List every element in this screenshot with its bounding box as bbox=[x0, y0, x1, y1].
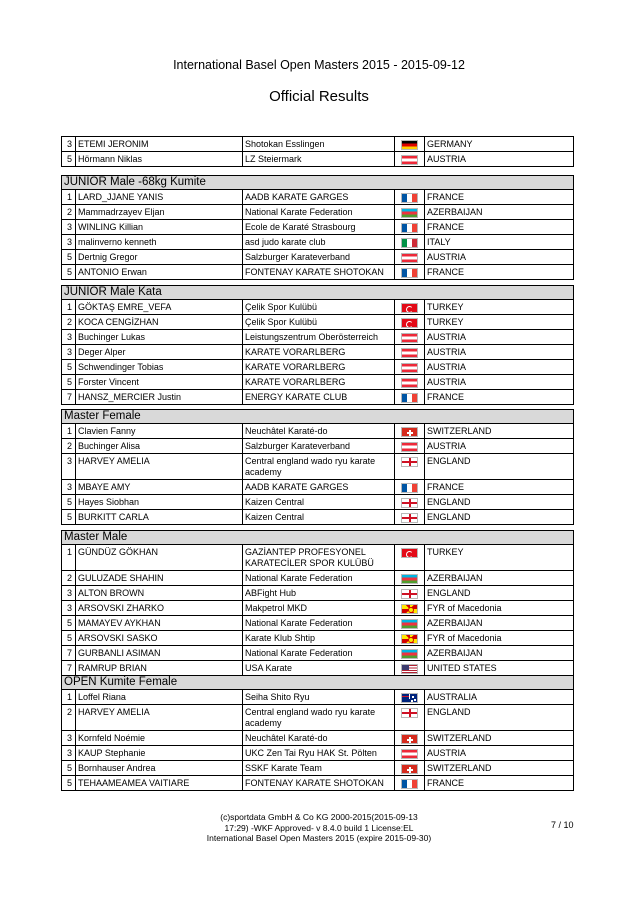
category-header: JUNIOR Male -68kg Kumite bbox=[61, 175, 574, 190]
club-cell: Ecole de Karaté Strasbourg bbox=[243, 220, 395, 234]
athlete-name-cell: Mammadrzayev Eljan bbox=[76, 205, 243, 219]
flag-cell bbox=[395, 510, 425, 524]
country-flag-icon bbox=[401, 378, 418, 388]
rank-cell: 5 bbox=[62, 495, 76, 509]
flag-cell bbox=[395, 646, 425, 660]
document-subtitle: Official Results bbox=[269, 88, 369, 105]
rank-cell: 2 bbox=[62, 705, 76, 730]
footer-line-1: (c)sportdata GmbH & Co KG 2000-2015(2015-09-13 bbox=[220, 812, 418, 822]
result-row bbox=[61, 454, 574, 480]
rank-cell: 3 bbox=[62, 601, 76, 615]
footer-line-3: International Basel Open Masters 2015 (expire 2015-09-30) bbox=[206, 833, 432, 843]
flag-cell bbox=[395, 690, 425, 704]
result-row bbox=[61, 424, 574, 439]
country-flag-icon bbox=[401, 427, 418, 437]
club-cell: Kaizen Central bbox=[243, 510, 395, 524]
country-flag-icon bbox=[401, 693, 418, 703]
flag-cell bbox=[395, 761, 425, 775]
rank-cell: 1 bbox=[62, 545, 76, 570]
result-row bbox=[61, 345, 574, 360]
club-cell: Kaizen Central bbox=[243, 495, 395, 509]
rank-cell: 5 bbox=[62, 776, 76, 790]
athlete-name-cell: ARSOVSKI ZHARKO bbox=[76, 601, 243, 615]
flag-cell bbox=[395, 571, 425, 585]
results-section bbox=[61, 285, 574, 405]
flag-cell bbox=[395, 152, 425, 166]
athlete-name-cell: BURKITT CARLA bbox=[76, 510, 243, 524]
athlete-name-cell: Buchinger Alisa bbox=[76, 439, 243, 453]
flag-cell bbox=[395, 205, 425, 219]
country-flag-icon bbox=[401, 363, 418, 373]
athlete-name-cell: KOCA CENGİZHAN bbox=[76, 315, 243, 329]
result-row bbox=[61, 315, 574, 330]
country-cell: AZERBAIJAN bbox=[427, 648, 483, 658]
flag-cell bbox=[395, 220, 425, 234]
rank-cell: 3 bbox=[62, 454, 76, 479]
country-flag-icon bbox=[401, 483, 418, 493]
club-cell: KARATE VORARLBERG bbox=[243, 345, 395, 359]
rank-cell: 1 bbox=[62, 190, 76, 204]
flag-cell bbox=[395, 424, 425, 438]
club-cell: SSKF Karate Team bbox=[243, 761, 395, 775]
club-cell: Neuchâtel Karaté-do bbox=[243, 731, 395, 745]
country-cell: AZERBAIJAN bbox=[427, 573, 483, 583]
flag-cell bbox=[395, 454, 425, 479]
country-flag-icon bbox=[401, 589, 418, 599]
result-row bbox=[61, 480, 574, 495]
flag-cell bbox=[395, 661, 425, 675]
athlete-name-cell: Kornfeld Noémie bbox=[76, 731, 243, 745]
rank-cell: 5 bbox=[62, 375, 76, 389]
country-flag-icon bbox=[401, 442, 418, 452]
club-cell: Salzburger Karateverband bbox=[243, 250, 395, 264]
club-cell: KARATE VORARLBERG bbox=[243, 375, 395, 389]
country-flag-icon bbox=[401, 268, 418, 278]
club-cell: National Karate Federation bbox=[243, 205, 395, 219]
athlete-name-cell: Buchinger Lukas bbox=[76, 330, 243, 344]
category-header: Master Female bbox=[61, 409, 574, 424]
club-cell: asd judo karate club bbox=[243, 235, 395, 249]
club-cell: Makpetrol MKD bbox=[243, 601, 395, 615]
result-row bbox=[61, 690, 574, 705]
rank-cell: 3 bbox=[62, 586, 76, 600]
flag-cell bbox=[395, 250, 425, 264]
result-row bbox=[61, 136, 574, 152]
country-cell: GERMANY bbox=[427, 139, 473, 149]
flag-cell bbox=[395, 631, 425, 645]
country-cell: ENGLAND bbox=[427, 588, 471, 598]
result-row bbox=[61, 586, 574, 601]
flag-cell bbox=[395, 586, 425, 600]
country-flag-icon bbox=[401, 155, 418, 165]
document-title: International Basel Open Masters 2015 - 2015-09-12 bbox=[173, 58, 465, 72]
country-flag-icon bbox=[401, 649, 418, 659]
club-cell: Çelik Spor Kulübü bbox=[243, 315, 395, 329]
flag-cell bbox=[395, 360, 425, 374]
athlete-name-cell: Clavien Fanny bbox=[76, 424, 243, 438]
flag-cell bbox=[395, 731, 425, 745]
result-row bbox=[61, 220, 574, 235]
result-row bbox=[61, 375, 574, 390]
flag-cell bbox=[395, 776, 425, 790]
country-flag-icon bbox=[401, 749, 418, 759]
country-flag-icon bbox=[401, 764, 418, 774]
rank-cell: 7 bbox=[62, 390, 76, 404]
country-cell: SWITZERLAND bbox=[427, 426, 492, 436]
club-cell: FONTENAY KARATE SHOTOKAN bbox=[243, 776, 395, 790]
country-flag-icon bbox=[401, 664, 418, 674]
country-cell: ENGLAND bbox=[427, 512, 471, 522]
club-cell: ENERGY KARATE CLUB bbox=[243, 390, 395, 404]
club-cell: FONTENAY KARATE SHOTOKAN bbox=[243, 265, 395, 279]
athlete-name-cell: HARVEY AMELIA bbox=[76, 705, 243, 730]
result-row bbox=[61, 190, 574, 205]
flag-cell bbox=[395, 300, 425, 314]
country-flag-icon bbox=[401, 513, 418, 523]
rank-cell: 1 bbox=[62, 300, 76, 314]
rank-cell: 5 bbox=[62, 631, 76, 645]
club-cell: AADB KARATE GARGES bbox=[243, 190, 395, 204]
athlete-name-cell: Hayes Siobhan bbox=[76, 495, 243, 509]
rank-cell: 3 bbox=[62, 330, 76, 344]
result-row bbox=[61, 360, 574, 375]
country-flag-icon bbox=[401, 140, 418, 150]
result-row bbox=[61, 601, 574, 616]
result-row bbox=[61, 235, 574, 250]
country-flag-icon bbox=[401, 708, 418, 718]
results-section bbox=[61, 409, 574, 525]
athlete-name-cell: GURBANLI ASIMAN bbox=[76, 646, 243, 660]
country-cell: FRANCE bbox=[427, 392, 465, 402]
club-cell: Neuchâtel Karaté-do bbox=[243, 424, 395, 438]
result-row bbox=[61, 205, 574, 220]
rank-cell: 3 bbox=[62, 137, 76, 151]
athlete-name-cell: GÜNDÜZ GÖKHAN bbox=[76, 545, 243, 570]
country-flag-icon bbox=[401, 604, 418, 614]
country-cell: TURKEY bbox=[427, 317, 464, 327]
athlete-name-cell: GÖKTAŞ EMRE_VEFA bbox=[76, 300, 243, 314]
country-cell: AUSTRIA bbox=[427, 252, 467, 262]
athlete-name-cell: MBAYE AMY bbox=[76, 480, 243, 494]
footer bbox=[0, 812, 638, 844]
club-cell: KARATE VORARLBERG bbox=[243, 360, 395, 374]
athlete-name-cell: HANSZ_MERCIER Justin bbox=[76, 390, 243, 404]
flag-cell bbox=[395, 137, 425, 151]
club-cell: Central england wado ryu karate academy bbox=[243, 705, 395, 730]
rank-cell: 3 bbox=[62, 235, 76, 249]
country-flag-icon bbox=[401, 253, 418, 263]
rank-cell: 5 bbox=[62, 265, 76, 279]
country-cell: AUSTRIA bbox=[427, 332, 467, 342]
country-cell: AZERBAIJAN bbox=[427, 618, 483, 628]
result-row bbox=[61, 250, 574, 265]
athlete-name-cell: ARSOVSKI SASKO bbox=[76, 631, 243, 645]
result-row bbox=[61, 510, 574, 525]
result-row bbox=[61, 152, 574, 167]
country-cell: AUSTRIA bbox=[427, 347, 467, 357]
country-cell: ENGLAND bbox=[427, 707, 471, 717]
result-row bbox=[61, 390, 574, 405]
club-cell: USA Karate bbox=[243, 661, 395, 675]
result-row bbox=[61, 439, 574, 454]
country-cell: FYR of Macedonia bbox=[427, 603, 502, 613]
flag-cell bbox=[395, 390, 425, 404]
result-row bbox=[61, 571, 574, 586]
country-flag-icon bbox=[401, 498, 418, 508]
rank-cell: 5 bbox=[62, 510, 76, 524]
country-cell: FRANCE bbox=[427, 192, 465, 202]
result-row bbox=[61, 300, 574, 315]
country-flag-icon bbox=[401, 548, 418, 558]
flag-cell bbox=[395, 480, 425, 494]
rank-cell: 3 bbox=[62, 345, 76, 359]
rank-cell: 5 bbox=[62, 152, 76, 166]
athlete-name-cell: ETEMI JERONIM bbox=[76, 137, 243, 151]
category-header: JUNIOR Male Kata bbox=[61, 285, 574, 300]
results-section bbox=[61, 175, 574, 280]
club-cell: Salzburger Karateverband bbox=[243, 439, 395, 453]
athlete-name-cell: ALTON BROWN bbox=[76, 586, 243, 600]
club-cell: AADB KARATE GARGES bbox=[243, 480, 395, 494]
rank-cell: 2 bbox=[62, 205, 76, 219]
result-row bbox=[61, 265, 574, 280]
country-cell: AUSTRALIA bbox=[427, 692, 478, 702]
athlete-name-cell: KAUP Stephanie bbox=[76, 746, 243, 760]
flag-cell bbox=[395, 545, 425, 570]
rank-cell: 5 bbox=[62, 360, 76, 374]
rank-cell: 3 bbox=[62, 731, 76, 745]
page-number: 7 / 10 bbox=[551, 820, 574, 830]
athlete-name-cell: Bornhauser Andrea bbox=[76, 761, 243, 775]
club-cell: GAZİANTEP PROFESYONEL KARATECİLER SPOR KULÜBÜ bbox=[243, 545, 395, 570]
club-cell: National Karate Federation bbox=[243, 571, 395, 585]
rank-cell: 2 bbox=[62, 439, 76, 453]
club-cell: LZ Steiermark bbox=[243, 152, 395, 166]
rank-cell: 3 bbox=[62, 480, 76, 494]
country-cell: FRANCE bbox=[427, 267, 465, 277]
club-cell: Seiha Shito Ryu bbox=[243, 690, 395, 704]
country-flag-icon bbox=[401, 457, 418, 467]
country-flag-icon bbox=[401, 574, 418, 584]
athlete-name-cell: Deger Alper bbox=[76, 345, 243, 359]
club-cell: Çelik Spor Kulübü bbox=[243, 300, 395, 314]
results-section bbox=[61, 530, 574, 676]
country-flag-icon bbox=[401, 333, 418, 343]
result-row bbox=[61, 616, 574, 631]
athlete-name-cell: Hörmann Niklas bbox=[76, 152, 243, 166]
country-cell: ITALY bbox=[427, 237, 451, 247]
category-header: OPEN Kumite Female bbox=[61, 675, 574, 690]
athlete-name-cell: RAMRUP BRIAN bbox=[76, 661, 243, 675]
country-cell: ENGLAND bbox=[427, 497, 471, 507]
country-flag-icon bbox=[401, 193, 418, 203]
country-flag-icon bbox=[401, 223, 418, 233]
country-cell: TURKEY bbox=[427, 302, 464, 312]
country-cell: SWITZERLAND bbox=[427, 763, 492, 773]
country-cell: SWITZERLAND bbox=[427, 733, 492, 743]
rank-cell: 5 bbox=[62, 616, 76, 630]
rank-cell: 3 bbox=[62, 220, 76, 234]
result-row bbox=[61, 545, 574, 571]
flag-cell bbox=[395, 330, 425, 344]
country-cell: AUSTRIA bbox=[427, 748, 467, 758]
country-flag-icon bbox=[401, 348, 418, 358]
flag-cell bbox=[395, 601, 425, 615]
country-flag-icon bbox=[401, 634, 418, 644]
flag-cell bbox=[395, 616, 425, 630]
result-row bbox=[61, 731, 574, 746]
country-flag-icon bbox=[401, 318, 418, 328]
athlete-name-cell: GULUZADE SHAHIN bbox=[76, 571, 243, 585]
footer-line-2: 17:29) -WKF Approved- v 8.4.0 build 1 License:EL bbox=[224, 822, 414, 833]
rank-cell: 7 bbox=[62, 646, 76, 660]
flag-cell bbox=[395, 375, 425, 389]
athlete-name-cell: ANTONIO Erwan bbox=[76, 265, 243, 279]
club-cell: ABFight Hub bbox=[243, 586, 395, 600]
country-flag-icon bbox=[401, 208, 418, 218]
category-header: Master Male bbox=[61, 530, 574, 545]
rank-cell: 7 bbox=[62, 661, 76, 675]
result-row bbox=[61, 330, 574, 345]
result-row bbox=[61, 776, 574, 791]
athlete-name-cell: MAMAYEV AYKHAN bbox=[76, 616, 243, 630]
country-cell: UNITED STATES bbox=[427, 663, 497, 673]
country-cell: AUSTRIA bbox=[427, 362, 467, 372]
athlete-name-cell: Forster Vincent bbox=[76, 375, 243, 389]
results-section bbox=[61, 136, 574, 167]
athlete-name-cell: Loffel Riana bbox=[76, 690, 243, 704]
rank-cell: 1 bbox=[62, 690, 76, 704]
flag-cell bbox=[395, 705, 425, 730]
athlete-name-cell: malinverno kenneth bbox=[76, 235, 243, 249]
flag-cell bbox=[395, 746, 425, 760]
country-cell: FYR of Macedonia bbox=[427, 633, 502, 643]
country-cell: FRANCE bbox=[427, 222, 465, 232]
rank-cell: 3 bbox=[62, 746, 76, 760]
country-cell: FRANCE bbox=[427, 482, 465, 492]
athlete-name-cell: LARD_JJANE YANIS bbox=[76, 190, 243, 204]
result-row bbox=[61, 761, 574, 776]
flag-cell bbox=[395, 315, 425, 329]
rank-cell: 1 bbox=[62, 424, 76, 438]
country-cell: AUSTRIA bbox=[427, 154, 467, 164]
club-cell: Shotokan Esslingen bbox=[243, 137, 395, 151]
flag-cell bbox=[395, 235, 425, 249]
country-cell: AZERBAIJAN bbox=[427, 207, 483, 217]
athlete-name-cell: WINLING Killian bbox=[76, 220, 243, 234]
country-flag-icon bbox=[401, 393, 418, 403]
rank-cell: 5 bbox=[62, 761, 76, 775]
club-cell: Karate Klub Shtip bbox=[243, 631, 395, 645]
club-cell: National Karate Federation bbox=[243, 646, 395, 660]
results-section bbox=[61, 675, 574, 791]
result-row bbox=[61, 661, 574, 676]
country-cell: AUSTRIA bbox=[427, 441, 467, 451]
club-cell: Leistungszentrum Oberösterreich bbox=[243, 330, 395, 344]
country-flag-icon bbox=[401, 238, 418, 248]
country-flag-icon bbox=[401, 779, 418, 789]
flag-cell bbox=[395, 495, 425, 509]
rank-cell: 5 bbox=[62, 250, 76, 264]
result-row bbox=[61, 646, 574, 661]
flag-cell bbox=[395, 345, 425, 359]
result-row bbox=[61, 705, 574, 731]
flag-cell bbox=[395, 190, 425, 204]
result-row bbox=[61, 631, 574, 646]
country-cell: AUSTRIA bbox=[427, 377, 467, 387]
result-row bbox=[61, 495, 574, 510]
country-flag-icon bbox=[401, 734, 418, 744]
athlete-name-cell: Schwendinger Tobias bbox=[76, 360, 243, 374]
country-cell: TURKEY bbox=[427, 547, 464, 557]
athlete-name-cell: TEHAAMEAMEA VAITIARE bbox=[76, 776, 243, 790]
flag-cell bbox=[395, 439, 425, 453]
country-flag-icon bbox=[401, 619, 418, 629]
club-cell: National Karate Federation bbox=[243, 616, 395, 630]
club-cell: Central england wado ryu karate academy bbox=[243, 454, 395, 479]
rank-cell: 2 bbox=[62, 571, 76, 585]
club-cell: UKC Zen Tai Ryu HAK St. Pölten bbox=[243, 746, 395, 760]
country-cell: ENGLAND bbox=[427, 456, 471, 466]
flag-cell bbox=[395, 265, 425, 279]
athlete-name-cell: HARVEY AMELIA bbox=[76, 454, 243, 479]
rank-cell: 2 bbox=[62, 315, 76, 329]
athlete-name-cell: Dertnig Gregor bbox=[76, 250, 243, 264]
country-cell: FRANCE bbox=[427, 778, 465, 788]
result-row bbox=[61, 746, 574, 761]
country-flag-icon bbox=[401, 303, 418, 313]
